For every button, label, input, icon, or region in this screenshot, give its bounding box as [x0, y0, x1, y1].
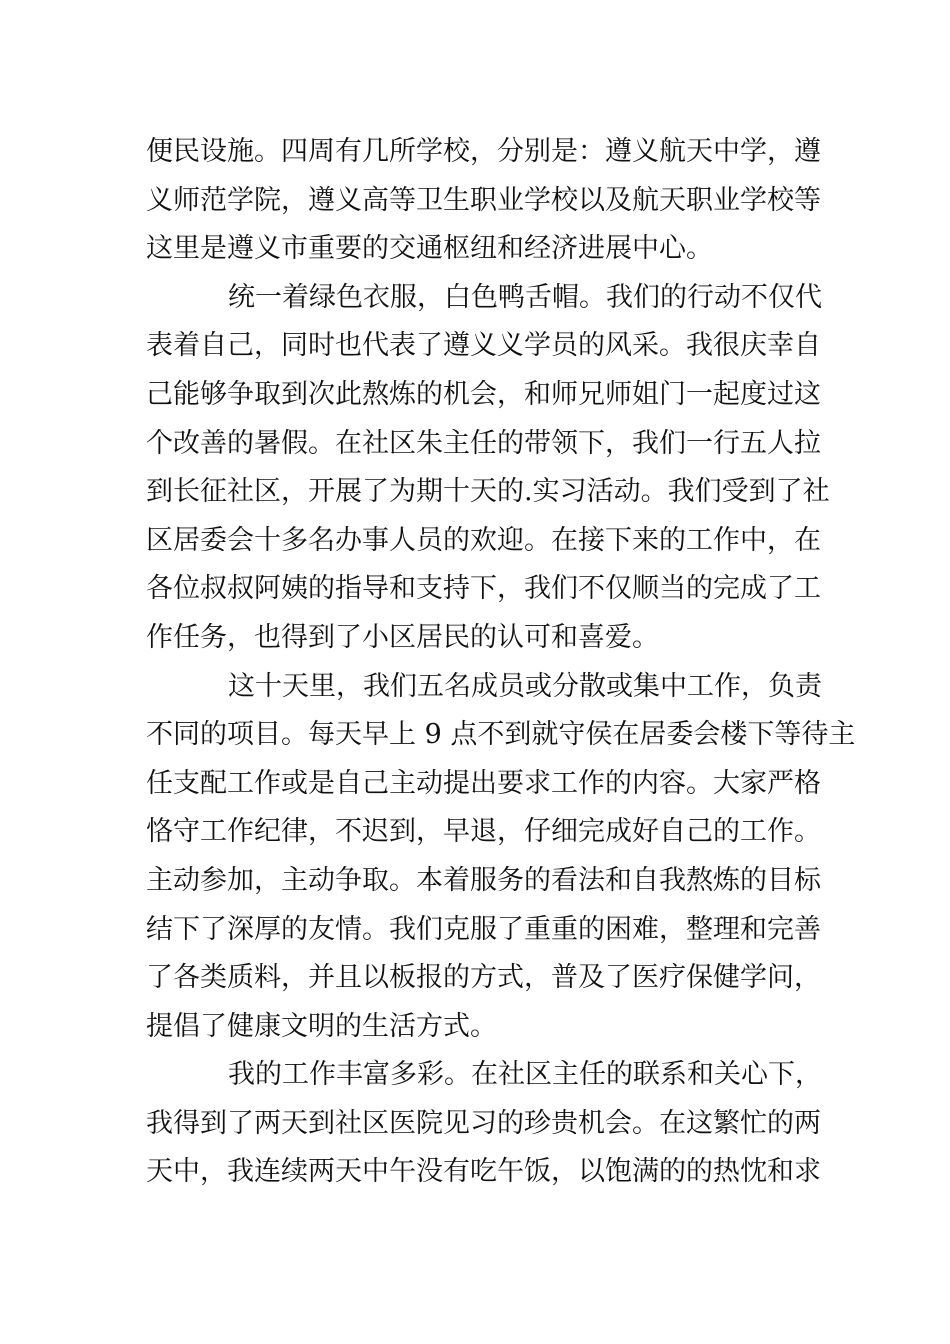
text-line: 了各类质料，并且以板报的方式，普及了医疗保健学问，: [146, 962, 821, 994]
text-line: 区居委会十多名办事人员的欢迎。在接下来的工作中，在: [146, 524, 821, 556]
text-line: 提倡了健康文明的生活方式。: [146, 1010, 497, 1042]
text-line: 结下了深厚的友情。我们克服了重重的困难，整理和完善: [146, 913, 821, 945]
text-line: 我的工作丰富多彩。在社区主任的联系和关心下，: [228, 1059, 822, 1091]
text-line: 义师范学院，遵义高等卫生职业学校以及航天职业学校等: [146, 184, 821, 216]
text-line: 这十天里，我们五名成员或分散或集中工作，负责: [228, 670, 822, 702]
text-line: 作任务，也得到了小区居民的认可和喜爱。: [146, 621, 659, 653]
text-line: 各位叔叔阿姨的指导和支持下，我们不仅顺当的完成了工: [146, 573, 821, 605]
document-body: [146, 128, 856, 1197]
text-line: 天中，我连续两天中午没有吃午饭，以饱满的的热忱和求: [146, 1156, 821, 1188]
text-line: 不同的项目。每天早上 9 点不到就守侯在居委会楼下等待主: [146, 719, 856, 751]
text-line: 我得到了两天到社区医院见习的珍贵机会。在这繁忙的两: [146, 1107, 821, 1139]
text-line: 统一着绿色衣服，白色鸭舌帽。我们的行动不仅代: [228, 281, 822, 313]
text-line: 到长征社区，开展了为期十天的.实习活动。我们受到了社: [146, 476, 830, 508]
text-line: 任支配工作或是自己主动提出要求工作的内容。大家严格: [146, 767, 821, 799]
text-line: 己能够争取到次此熬炼的机会，和师兄师姐门一起度过这: [146, 378, 821, 410]
text-line: 个改善的暑假。在社区朱主任的带领下，我们一行五人拉: [146, 427, 821, 459]
text-line: 这里是遵义市重要的交通枢纽和经济进展中心。: [146, 233, 713, 265]
text-line: 恪守工作纪律，不迟到，早退，仔细完成好自己的工作。: [146, 816, 821, 848]
text-line: 表着自己，同时也代表了遵义义学员的风采。我很庆幸自: [146, 330, 821, 362]
text-line: 主动参加，主动争取。本着服务的看法和自我熬炼的目标: [146, 864, 821, 896]
text-line: 便民设施。四周有几所学校，分别是：遵义航天中学，遵: [146, 136, 821, 167]
